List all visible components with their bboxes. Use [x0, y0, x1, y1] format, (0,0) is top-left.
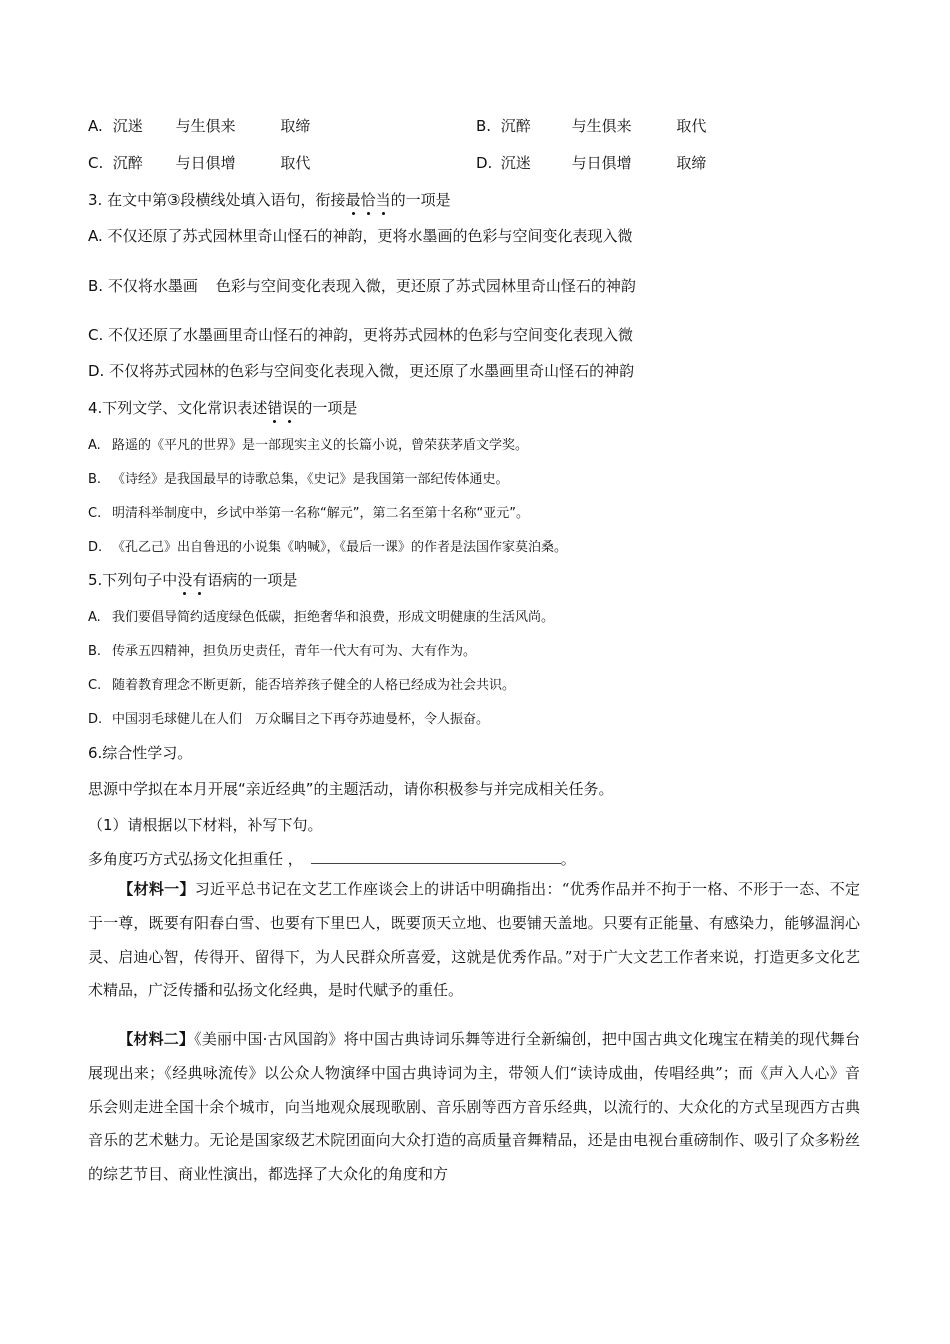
q5-option-d: [88, 710, 489, 730]
option-word-1: 沉醉: [500, 117, 531, 135]
q2-option-a: [88, 116, 310, 136]
q4-stem: [88, 398, 357, 418]
answer-blank[interactable]: [311, 849, 561, 864]
material-two: [88, 1023, 860, 1192]
option-text: 明清科举制度中，乡试中举第一名称“解元”，第二名至第十名称“亚元”。: [112, 506, 529, 521]
option-text-part: 色彩与空间变化表现入微，更还原了苏式园林里奇山怪石的神韵: [215, 277, 636, 295]
q3-option-c: C. 不仅还原了水墨画里奇山怪石的神韵，更将苏式园林的色彩与空间变化表现入微: [88, 326, 634, 344]
option-text: 随着教育理念不断更新，能否培养孩子健全的人格已经成为社会共识。: [112, 678, 516, 693]
option-label: D.: [88, 540, 103, 555]
q2-option-d: [476, 153, 706, 173]
option-text: 《孔乙己》出自鲁迅的小说集《呐喊》，《最后一课》的作者是法国作家莫泊桑。: [112, 540, 568, 555]
fill-suffix: 。: [560, 850, 576, 868]
option-text: 中国羽毛球健儿在人们 万众瞩目之下再夺苏迪曼杯，令人振奋。: [112, 712, 490, 727]
option-label: B.: [88, 644, 102, 659]
option-text: 路遥的《平凡的世界》是一部现实主义的长篇小说，曾荣获茅盾文学奖。: [112, 438, 529, 453]
q4-option-b: [88, 470, 509, 490]
q2-option-c: [88, 153, 310, 173]
stem-text: 的一项是: [390, 191, 451, 209]
option-label: A.: [88, 610, 101, 625]
q5-stem: [88, 570, 297, 590]
option-label: A.: [88, 438, 101, 453]
q3-stem: [88, 190, 451, 210]
emphasis-char: 最: [345, 191, 361, 209]
option-label: B.: [476, 117, 492, 135]
q4-option-a: [88, 436, 528, 456]
emphasis-char: 错: [267, 399, 283, 417]
option-label: A.: [88, 117, 103, 135]
q2-option-b: [476, 116, 706, 136]
option-word-3: 取代: [280, 154, 311, 172]
q4-option-d: [88, 538, 567, 558]
option-word-3: 取代: [676, 117, 707, 135]
option-word-2: 与生俱来: [175, 117, 236, 135]
q6-title: 6.综合性学习。: [88, 744, 193, 762]
material-text: 习近平总书记在文艺工作座谈会上的讲话中明确指出：“优秀作品并不拘于一格、不形于一态、不定于一尊，既要有阳春白雪、也要有下里巴人，既要顶天立地、也要铺天盖地。只要有正能量、有感染力，能够温润心灵、启迪心智，传得开、留得下，为人民群众所喜爱，这就是优秀作品。”对于广大文艺工作者来说，打造更多文化艺术精品，广泛传播和弘扬文化经典，是时代赋予的重任。: [88, 880, 860, 1000]
option-word-3: 取缔: [676, 154, 707, 172]
q5-option-a: [88, 608, 554, 628]
option-word-2: 与日俱增: [175, 154, 236, 172]
emphasis-char: 恰: [360, 191, 376, 209]
option-word-1: 沉迷: [500, 154, 531, 172]
option-text-part: B. 不仅将水墨画: [88, 277, 198, 295]
option-word-1: 沉迷: [112, 117, 143, 135]
q3-option-b: [88, 276, 636, 296]
option-label: D.: [88, 712, 103, 727]
option-label: C.: [88, 154, 104, 172]
option-word-2: 与日俱增: [571, 154, 632, 172]
emphasis-char: 没: [177, 571, 193, 589]
fill-prefix: 多角度巧方式弘扬文化担重任 ，: [88, 850, 303, 868]
option-text: 传承五四精神，担负历史责任，青年一代大有可为、大有作为。: [112, 644, 477, 659]
option-text: 我们要倡导简约适度绿色低碳，拒绝奢华和浪费，形成文明健康的生活风尚。: [112, 610, 555, 625]
option-word-3: 取缔: [280, 117, 311, 135]
q6-intro: 思源中学拟在本月开展“亲近经典”的主题活动，请你积极参与并完成相关任务。: [88, 780, 614, 798]
q6-task1: （1）请根据以下材料，补写下句。: [88, 816, 323, 834]
q4-option-c: [88, 504, 529, 524]
option-label: D.: [476, 154, 493, 172]
emphasis-char: 误: [282, 399, 298, 417]
option-word-2: 与生俱来: [571, 117, 632, 135]
emphasis-char: 有: [192, 571, 208, 589]
q3-option-a: A. 不仅还原了苏式园林里奇山怪石的神韵，更将水墨画的色彩与空间变化表现入微: [88, 227, 633, 245]
option-label: C.: [88, 506, 102, 521]
stem-text: 语病的一项是: [207, 571, 298, 589]
q5-option-b: [88, 642, 476, 662]
stem-text: 3. 在文中第③段横线处填入语句，衔接: [88, 191, 346, 209]
stem-text: 5.下列句子中: [88, 571, 178, 589]
emphasis-char: 当: [375, 191, 391, 209]
option-text: 《诗经》是我国最早的诗歌总集，《史记》是我国第一部纪传体通史。: [112, 472, 509, 487]
material-one: [88, 873, 860, 1008]
material-tag: 【材料二】: [118, 1030, 195, 1048]
option-word-1: 沉醉: [112, 154, 143, 172]
q5-option-c: [88, 676, 515, 696]
option-label: B.: [88, 472, 102, 487]
material-tag: 【材料一】: [118, 880, 195, 898]
q3-option-d: D. 不仅将苏式园林的色彩与空间变化表现入微，更还原了水墨画里奇山怪石的神韵: [88, 362, 635, 380]
option-label: C.: [88, 678, 102, 693]
stem-text: 的一项是: [297, 399, 358, 417]
q6-fill-line: [88, 849, 576, 869]
material-text: 《美丽中国·古风国韵》将中国古典诗词乐舞等进行全新编创，把中国古典文化瑰宝在精美的现代舞台展现出来；《经典咏流传》以公众人物演绎中国古典诗词为主，带领人们“读诗成曲，传唱经典”；而《声入人心》音乐会则走进全国十余个城市，向当地观众展现歌剧、音乐剧等西方音乐经典，以流行的、大众化的方式呈现西方古典音乐的艺术魅力。无论是国家级艺术院团面向大众打造的高质量音舞精品，还是由电视台重磅制作、吸引了众多粉丝的综艺节目、商业性演出，都选择了大众化的角度和方: [88, 1030, 860, 1184]
stem-text: 4.下列文学、文化常识表述: [88, 399, 268, 417]
